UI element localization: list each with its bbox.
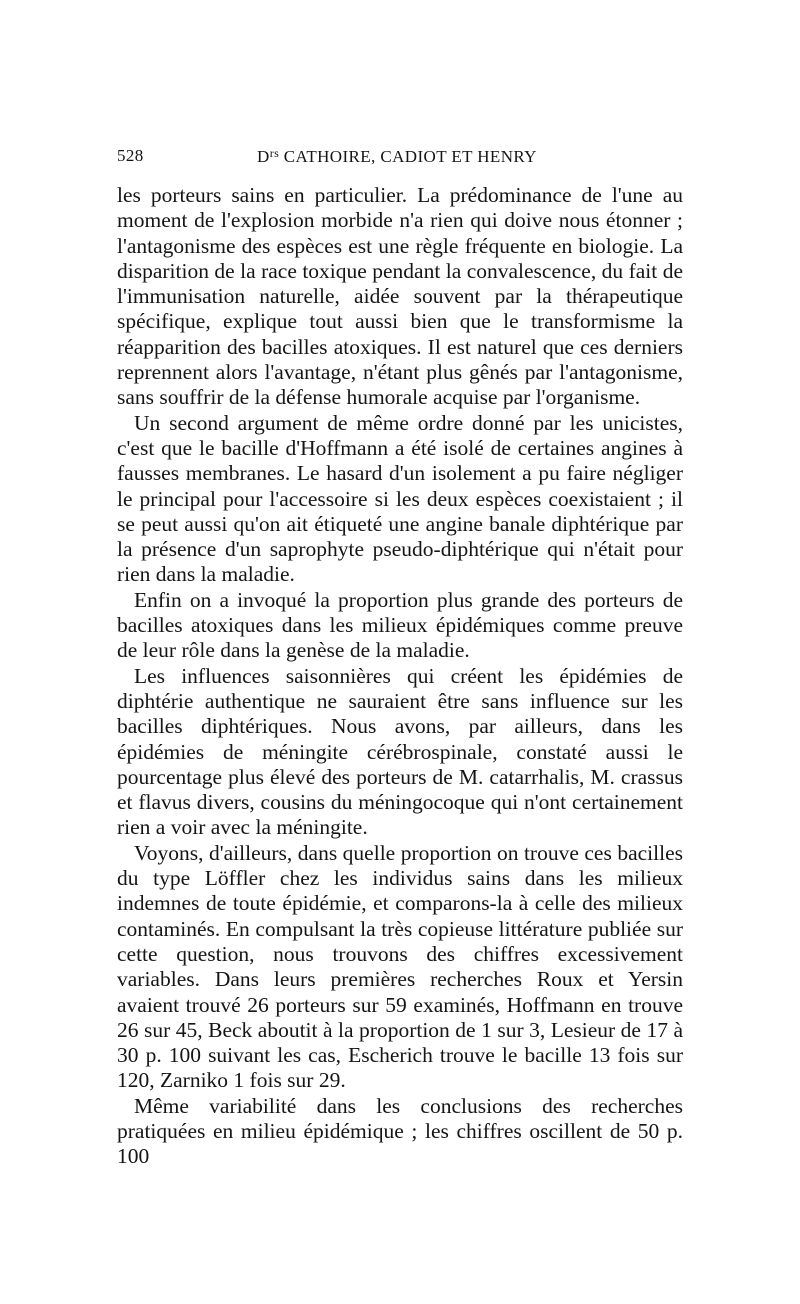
title-authors: CATHOIRE, CADIOT ET HENRY [279, 147, 537, 166]
paragraph-3: Enfin on a invoqué la proportion plus grande des porteurs de bacilles atoxiques dans les milieux épidémiques comme preuve de leur rôle dans la genèse de la maladie. [117, 587, 683, 663]
paragraph-2: Un second argument de même ordre donné par les unicistes, c'est que le bacille d'Hoffmann a été isolé de certaines angines à fausses membranes. Le hasard d'un isolement a pu faire négliger le principal pour l'accessoire si les deux espèces coexistaient ; il se peut aussi qu'on ait étiqueté une angine banale diphtérique par la présence d'un saprophyte pseudo-diphtérique qui n'était pour rien dans la maladie. [117, 410, 683, 587]
paragraph-4: Les influences saisonnières qui créent les épidémies de diphtérie authentique ne sauraient être sans influence sur les bacilles diphtériques. Nous avons, par ailleurs, dans les épidémies de méningite cérébrospinale, constaté aussi le pourcentage plus élevé des porteurs de M. catarrhalis, M. crassus et flavus divers, cousins du méningocoque qui n'ont certainement rien a voir avec la méningite. [117, 663, 683, 840]
paragraph-6: Même variabilité dans les conclusions des recherches pratiquées en milieu épidémique ; les chiffres oscillent de 50 p. 100 [117, 1093, 683, 1169]
page-number: 528 [117, 146, 144, 165]
running-head [117, 146, 683, 170]
title-abbreviation: rs [269, 146, 280, 160]
running-title [257, 146, 537, 167]
paragraph-1: les porteurs sains en particulier. La prédominance de l'une au moment de l'explosion morbide n'a rien qui doive nous étonner ; l'antagonisme des espèces est une règle fréquente en biologie. La disparition de la race toxique pendant la convalescence, du fait de l'immunisation naturelle, aidée souvent par la thérapeutique spécifique, explique tout aussi bien que le transformisme la réapparition des bacilles atoxiques. Il est naturel que ces derniers reprennent alors l'avantage, n'étant plus gênés par l'antagonisme, sans souffrir de la défense humorale acquise par l'organisme. [117, 183, 683, 410]
title-prefix: D [257, 147, 270, 166]
body-text [117, 183, 683, 1170]
paragraph-5: Voyons, d'ailleurs, dans quelle proportion on trouve ces bacilles du type Löffler chez les individus sains dans les milieux indemnes de toute épidémie, et comparons-la à celle des milieux contaminés. En compulsant la très copieuse littérature publiée sur cette question, nous trouvons des chiffres excessivement variables. Dans leurs premières recherches Roux et Yersin avaient trouvé 26 porteurs sur 59 examinés, Hoffmann en trouve 26 sur 45, Beck aboutit à la proportion de 1 sur 3, Lesieur de 17 à 30 p. 100 suivant les cas, Escherich trouve le bacille 13 fois sur 120, Zarniko 1 fois sur 29. [117, 840, 683, 1093]
